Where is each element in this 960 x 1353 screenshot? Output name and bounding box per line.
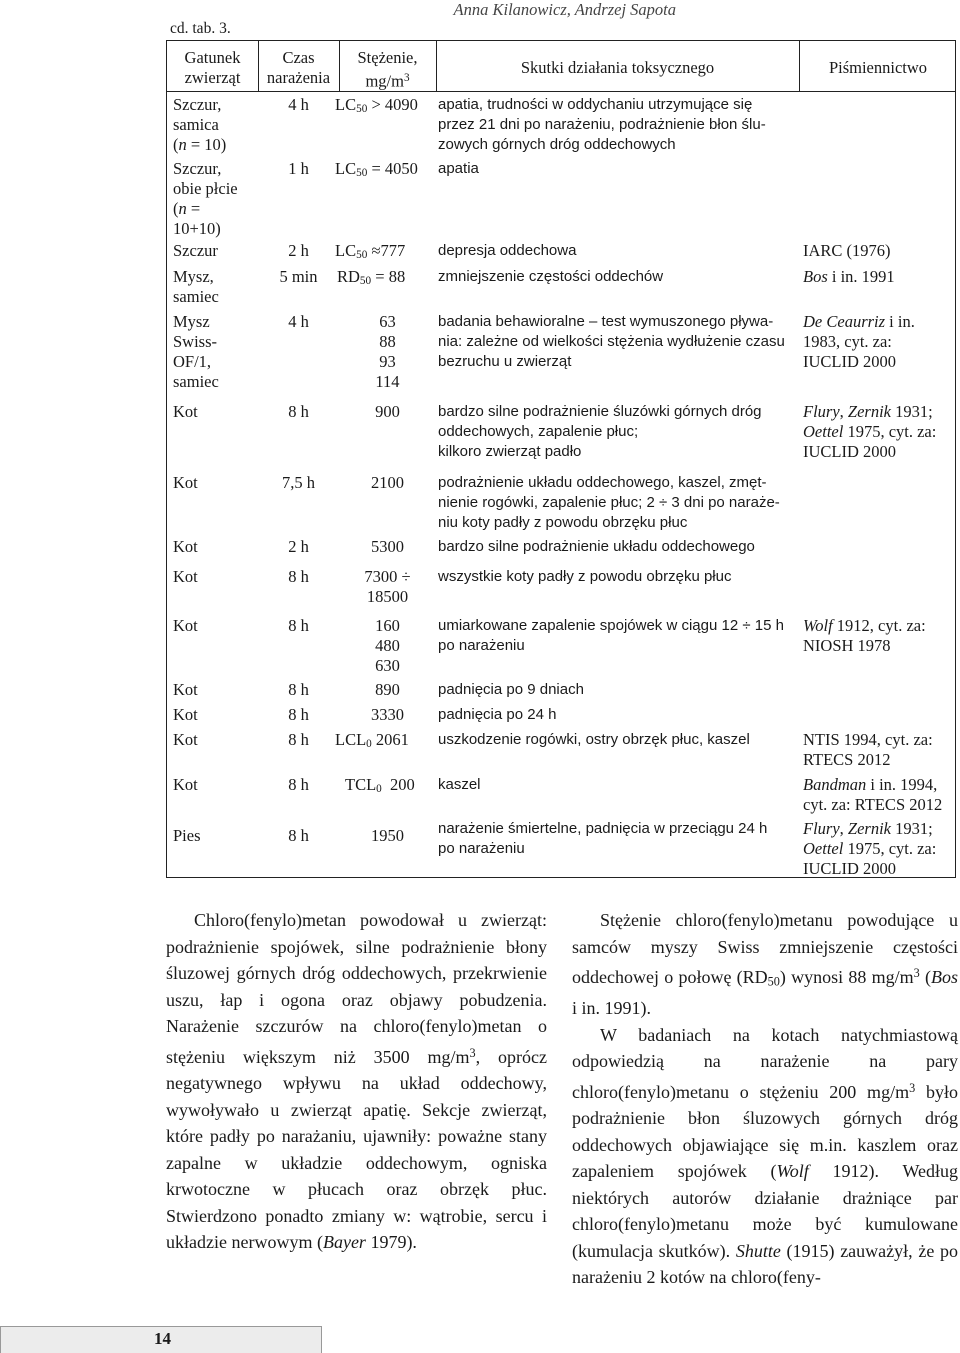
table-row-time: 8 h: [288, 567, 309, 586]
header-references: Piśmiennictwo: [828, 58, 928, 77]
table-row-effect: bardzo silne podrażnienie śluzówki górnych dróg oddechowych, zapalenie płuc; kilkoro zwierząt padło: [438, 403, 762, 460]
table-row-concentration: 7300 ÷ 18500: [364, 567, 411, 606]
header-underline: [167, 91, 955, 92]
table-row-concentration: RD50 = 88: [337, 267, 406, 288]
table-row-reference: Bandman i in. 1994, cyt. za: RTECS 2012: [803, 775, 943, 814]
table-row-effect: padnięcia po 24 h: [438, 706, 557, 723]
table-row-species: Szczur: [173, 241, 218, 260]
table-row-concentration: LCL0 2061: [335, 730, 409, 751]
table-row-time: 2 h: [288, 241, 309, 260]
table-row-effect: apatia: [438, 160, 479, 177]
body-paragraph: W badaniach na kotach natychmiastową odpowiedzią na narażenie na pary chloro(fenylo)metanu o stężeniu 200 $mg/m^3$ było podrażnienie błon śluzowych górnych dróg oddechowych objawiające się m.in. kaszlem oraz zapaleniem spojówek (Wolf 1912). Według niektórych autorów działanie drażniące par chloro(fenylo)metanu może być kumulowane (kumulacja skutków). Shutte (1915) zauważył, że po narażeniu 2 kotów na chloro(feny-: [572, 1024, 958, 1288]
table-row-time: 4 h: [288, 95, 309, 114]
running-header-author: Anna Kilanowicz, Andrzej Sapota: [453, 0, 676, 19]
table-row-effect: narażenie śmiertelne, padnięcia w przeciągu 24 h po narażeniu: [438, 820, 768, 857]
table-row-time: 8 h: [288, 705, 309, 724]
table-row-time: 5 min: [279, 267, 318, 286]
table-row-effect: bardzo silne podrażnienie układu oddechowego: [438, 538, 755, 555]
table-row-effect: apatia, trudności w oddychaniu utrzymujące się przez 21 dni po narażeniu, podrażnienie błon ślu- zowych górnych dróg oddechowych: [438, 96, 766, 153]
table-row-time: 4 h: [288, 312, 309, 331]
header-concentration: Stężenie, $mg/m^3$: [357, 48, 418, 91]
table-row-concentration: LC50 ≈777: [335, 241, 406, 262]
table-row-effect: podrażnienie układu oddechowego, kaszel, zmęt- nienie rogówki, zapalenie płuc; 2 ÷ 3 dni po naraże- niu koty padły z powodu obrzęku płuc: [438, 474, 780, 531]
table-row-concentration: 3330: [371, 705, 404, 724]
table-row-time: 1 h: [288, 159, 309, 178]
body-paragraph: Chloro(fenylo)metan powodował u zwierząt: podrażnienie spojówek, silne podrażnienie błony śluzowej górnych dróg oddechowych, przekrwienie uszu, łap i ogona oraz objawy pobudzenia. Narażenie szczurów na chloro(fenylo)metan o stężeniu większym niż 3500 $mg/m^3$, oprócz negatywnego wpływu na układ oddechowy, wywoływało u zwierząt apatię. Sekcje zwierząt, które padły po narażaniu, ujawniły: poważne stany zapalne w układzie oddechowym, ogniska krwotoczne w płucach oraz obrzęk płuc. Stwierdzono ponadto zmiany w: wątrobie, sercu i układzie nerwowym (Bayer 1979).: [166, 910, 548, 1253]
table-row-concentration: TCL0 200: [345, 775, 415, 796]
table-row-species: Kot: [173, 775, 198, 794]
header-species: Gatunek zwierząt: [184, 48, 241, 87]
table-row-species: Pies: [173, 826, 201, 845]
table-row-concentration: 63 88 93 114: [375, 312, 400, 391]
body-text-right-column: [572, 907, 958, 1291]
table-row-species: Kot: [173, 705, 198, 724]
table-row-effect: depresja oddechowa: [438, 242, 577, 259]
table-row-species: Kot: [173, 616, 198, 635]
table-row-concentration: LC50 > 4090: [335, 95, 418, 116]
table-row-species: Kot: [173, 473, 198, 492]
table-row-time: 8 h: [288, 616, 309, 635]
table-row-concentration: 2100: [371, 473, 404, 492]
table-row-effect: uszkodzenie rogówki, ostry obrzęk płuc, kaszel: [438, 731, 750, 748]
table-row-effect: zmniejszenie częstości oddechów: [438, 268, 664, 285]
table-row-species: Mysz Swiss- OF/1, samiec: [173, 312, 219, 391]
table-row-reference: Bos i in. 1991: [803, 267, 895, 286]
table-row-effect: kaszel: [438, 776, 481, 793]
table-row-concentration: 890: [375, 680, 400, 699]
table-row-effect: padnięcia po 9 dniach: [438, 681, 584, 698]
page-number: 14: [154, 1329, 171, 1348]
table-row-effect: badania behawioralne – test wymuszonego pływa- nia: zależne od wielkości stężenia wydłużenie czasu bezruchu u zwierząt: [438, 313, 785, 370]
table-row-time: 7,5 h: [282, 473, 315, 492]
table-row-species: Szczur, obie płcie (n = 10+10): [173, 159, 238, 238]
page-number-box: [0, 1326, 322, 1353]
table-row-time: 8 h: [288, 826, 309, 845]
table-row-species: Kot: [173, 730, 198, 749]
table-continued-label: cd. tab. 3.: [170, 20, 231, 37]
table-row-reference: NTIS 1994, cyt. za: RTECS 2012: [803, 730, 933, 769]
table-row-time: 8 h: [288, 402, 309, 421]
body-text-left-column: [166, 907, 547, 1256]
table-row-concentration: 1950: [371, 826, 404, 845]
table-row-concentration: 5300: [371, 537, 404, 556]
table-row-species: Mysz, samiec: [173, 267, 219, 306]
table-row-concentration: 160 480 630: [375, 616, 400, 675]
table-row-effect: umiarkowane zapalenie spojówek w ciągu 12 ÷ 15 h po narażeniu: [438, 617, 784, 654]
toxicity-table: [166, 40, 956, 878]
table-row-reference: Flury, Zernik 1931; Oettel 1975, cyt. za: IUCLID 2000: [803, 819, 937, 878]
table-row-species: Szczur, samica (n = 10): [173, 95, 227, 154]
table-row-reference: De Ceaurriz i in. 1983, cyt. za: IUCLID 2000: [803, 312, 915, 371]
body-paragraph: Stężenie chloro(fenylo)metanu powodujące u samców myszy Swiss zmniejszenie częstości oddechowej o połowę (RD50) wynosi 88 $mg/m^3$ (Bos i in. 1991).: [572, 910, 958, 1019]
header-effects: Skutki działania toksycznego: [520, 58, 715, 77]
table-row-concentration: 900: [375, 402, 400, 421]
table-row-time: 8 h: [288, 680, 309, 699]
table-row-time: 2 h: [288, 537, 309, 556]
table-row-reference: IARC (1976): [803, 241, 891, 260]
table-row-effect: wszystkie koty padły z powodu obrzęku płuc: [438, 568, 732, 585]
table-row-species: Kot: [173, 402, 198, 421]
table-row-time: 8 h: [288, 775, 309, 794]
table-row-species: Kot: [173, 567, 198, 586]
header-time: Czas narażenia: [266, 48, 331, 87]
table-row-reference: Wolf 1912, cyt. za: NIOSH 1978: [803, 616, 926, 655]
table-row-time: 8 h: [288, 730, 309, 749]
table-row-concentration: LC50 = 4050: [335, 159, 418, 180]
table-row-reference: Flury, Zernik 1931; Oettel 1975, cyt. za: IUCLID 2000: [803, 402, 937, 461]
table-row-species: Kot: [173, 680, 198, 699]
table-row-species: Kot: [173, 537, 198, 556]
